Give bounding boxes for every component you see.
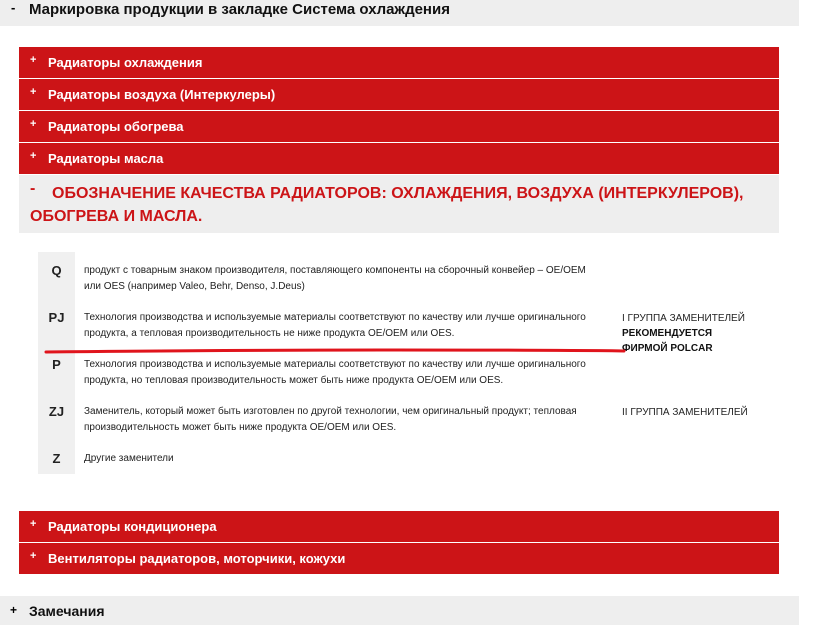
group-1-label [622, 311, 745, 356]
accordion-quality-marking-expanded[interactable] [19, 175, 779, 233]
collapse-sign: - [30, 180, 36, 197]
accordion-label: Вентиляторы радиаторов, моторчики, кожухи [48, 551, 346, 566]
cooling-system-section-header[interactable] [0, 0, 799, 26]
accordion-radiators-ac[interactable] [19, 511, 779, 542]
accordion-label: Радиаторы обогрева [48, 119, 184, 134]
expand-sign: + [30, 86, 37, 98]
group-2-label: II ГРУППА ЗАМЕНИТЕЛЕЙ [622, 407, 748, 418]
recommended-line-2: ФИРМОЙ POLCAR [622, 343, 713, 354]
quality-desc-pj: Технология производства и используемые материалы соответствуют по качеству или лучше оригинального продукта, а тепловая производительность не ниже продукта OE/OEM или OES. [84, 312, 586, 339]
accordion-radiators-air-intercoolers[interactable] [19, 79, 779, 110]
accordion-label: Радиаторы воздуха (Интеркулеры) [48, 87, 276, 102]
section-title: Маркировка продукции в закладке Система охлаждения [29, 1, 450, 18]
expand-sign: + [10, 603, 18, 617]
quality-code-pj: PJ [48, 310, 65, 325]
quality-desc-q: продукт с товарным знаком производителя, поставляющего компоненты на сборочный конвейер – OE/OEM или OES (например Valeo, Behr, Denso, J.Deus) [84, 265, 586, 292]
accordion-label: Радиаторы охлаждения [48, 55, 203, 70]
quality-code-z: Z [52, 451, 61, 466]
accordion-radiators-heating[interactable] [19, 111, 779, 142]
quality-code-p: P [52, 357, 61, 372]
expand-sign: + [30, 118, 37, 130]
accordion-radiators-oil[interactable] [19, 143, 779, 174]
accordion-radiators-cooling[interactable] [19, 47, 779, 78]
quality-code-q: Q [51, 263, 62, 278]
expand-sign: + [30, 54, 37, 66]
quality-desc-z: Другие заменители [84, 453, 174, 464]
quality-marking-title: ОБОЗНАЧЕНИЕ КАЧЕСТВА РАДИАТОРОВ: ОХЛАЖДЕНИЯ, ВОЗДУХА (ИНТЕРКУЛЕРОВ), ОБОГРЕВА И МАСЛА. [30, 185, 744, 225]
accordion-label: Радиаторы кондиционера [48, 519, 217, 534]
recommended-line-1: РЕКОМЕНДУЕТСЯ [622, 328, 713, 339]
accordion-label: Радиаторы масла [48, 151, 164, 166]
quality-desc-p: Технология производства и используемые материалы соответствуют по качеству или лучше оригинального продукта, но тепловая производительность может быть ниже продукта OE/OEM или OES. [84, 359, 586, 386]
notes-section-header[interactable] [0, 596, 799, 625]
red-underline-mark [44, 346, 628, 356]
expand-sign: + [30, 150, 37, 162]
group-1-title: I ГРУППА ЗАМЕНИТЕЛЕЙ [622, 313, 745, 324]
notes-title: Замечания [29, 603, 105, 619]
quality-code-zj: ZJ [48, 404, 65, 419]
expand-sign: + [30, 550, 37, 562]
collapse-sign: - [11, 0, 16, 15]
expand-sign: + [30, 518, 37, 530]
quality-desc-zj: Заменитель, который может быть изготовлен по другой технологии, чем оригинальный продукт; тепловая производительность может быть ниже продукта OE/OEM или OES. [84, 406, 577, 433]
accordion-fans-motors-shrouds[interactable] [19, 543, 779, 574]
